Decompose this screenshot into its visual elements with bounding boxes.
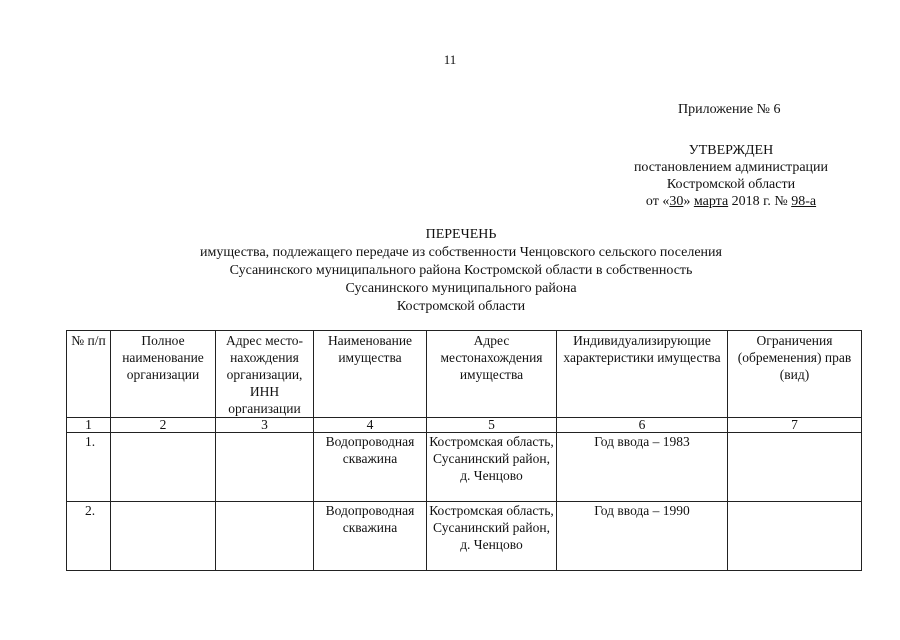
org-address-cell <box>216 433 314 502</box>
property-table <box>66 330 862 571</box>
column-number-row <box>67 418 862 433</box>
title-heading: ПЕРЕЧЕНЬ <box>425 227 497 242</box>
header-org-name: Полное наименование организации <box>111 331 216 418</box>
header-property-address: Адрес местонахождения имущества <box>427 331 557 418</box>
row-number: 2. <box>67 502 111 571</box>
header-restrictions: Ограничения (обременения) прав (вид) <box>728 331 862 418</box>
org-address-cell <box>216 502 314 571</box>
approval-block <box>600 142 862 210</box>
property-address-cell: Костромская область, Сусанинский район, д. Ченцово <box>427 433 557 502</box>
date-year: 2018 г. № <box>728 194 792 209</box>
approval-line-1: постановлением администрации <box>633 160 829 175</box>
approval-line-2: Костромской области <box>666 177 796 192</box>
characteristics-cell: Год ввода – 1983 <box>557 433 728 502</box>
date-separator: » <box>683 194 694 209</box>
appendix-label: Приложение № 6 <box>678 102 781 117</box>
restrictions-cell <box>728 433 862 502</box>
restrictions-cell <box>728 502 862 571</box>
column-number: 1 <box>67 418 111 433</box>
page-number: 11 <box>443 52 457 67</box>
header-org-address: Адрес место-нахождения организации, ИНН организации <box>216 331 314 418</box>
header-property-name: Наименование имущества <box>314 331 427 418</box>
property-name-cell: Водопроводная скважина <box>314 502 427 571</box>
header-characteristics: Индивидуализирующие характеристики имущества <box>557 331 728 418</box>
date-day: 30 <box>669 194 684 209</box>
property-address-cell: Костромская область, Сусанинский район, д. Ченцово <box>427 502 557 571</box>
header-number: № п/п <box>67 331 111 418</box>
row-number: 1. <box>67 433 111 502</box>
title-line-3: Сусанинского муниципального района <box>345 281 577 296</box>
approval-title: УТВЕРЖДЕН <box>688 143 774 158</box>
column-number: 7 <box>728 418 862 433</box>
title-line-2: Сусанинского муниципального района Костромской области в собственность <box>229 263 693 278</box>
org-name-cell <box>111 433 216 502</box>
table-row <box>67 433 862 502</box>
title-line-4: Костромской области <box>396 299 526 314</box>
column-number: 4 <box>314 418 427 433</box>
document-title <box>0 226 900 316</box>
header-row <box>67 331 862 418</box>
date-prefix: от « <box>645 194 670 209</box>
column-number: 6 <box>557 418 728 433</box>
property-name-cell: Водопроводная скважина <box>314 433 427 502</box>
decree-number: 98-а <box>791 194 817 209</box>
column-number: 2 <box>111 418 216 433</box>
date-month: марта <box>693 194 729 209</box>
characteristics-cell: Год ввода – 1990 <box>557 502 728 571</box>
column-number: 5 <box>427 418 557 433</box>
org-name-cell <box>111 502 216 571</box>
table-row <box>67 502 862 571</box>
approval-date-line <box>600 193 862 210</box>
column-number: 3 <box>216 418 314 433</box>
title-line-1: имущества, подлежащего передаче из собственности Ченцовского сельского поселения <box>200 245 722 260</box>
